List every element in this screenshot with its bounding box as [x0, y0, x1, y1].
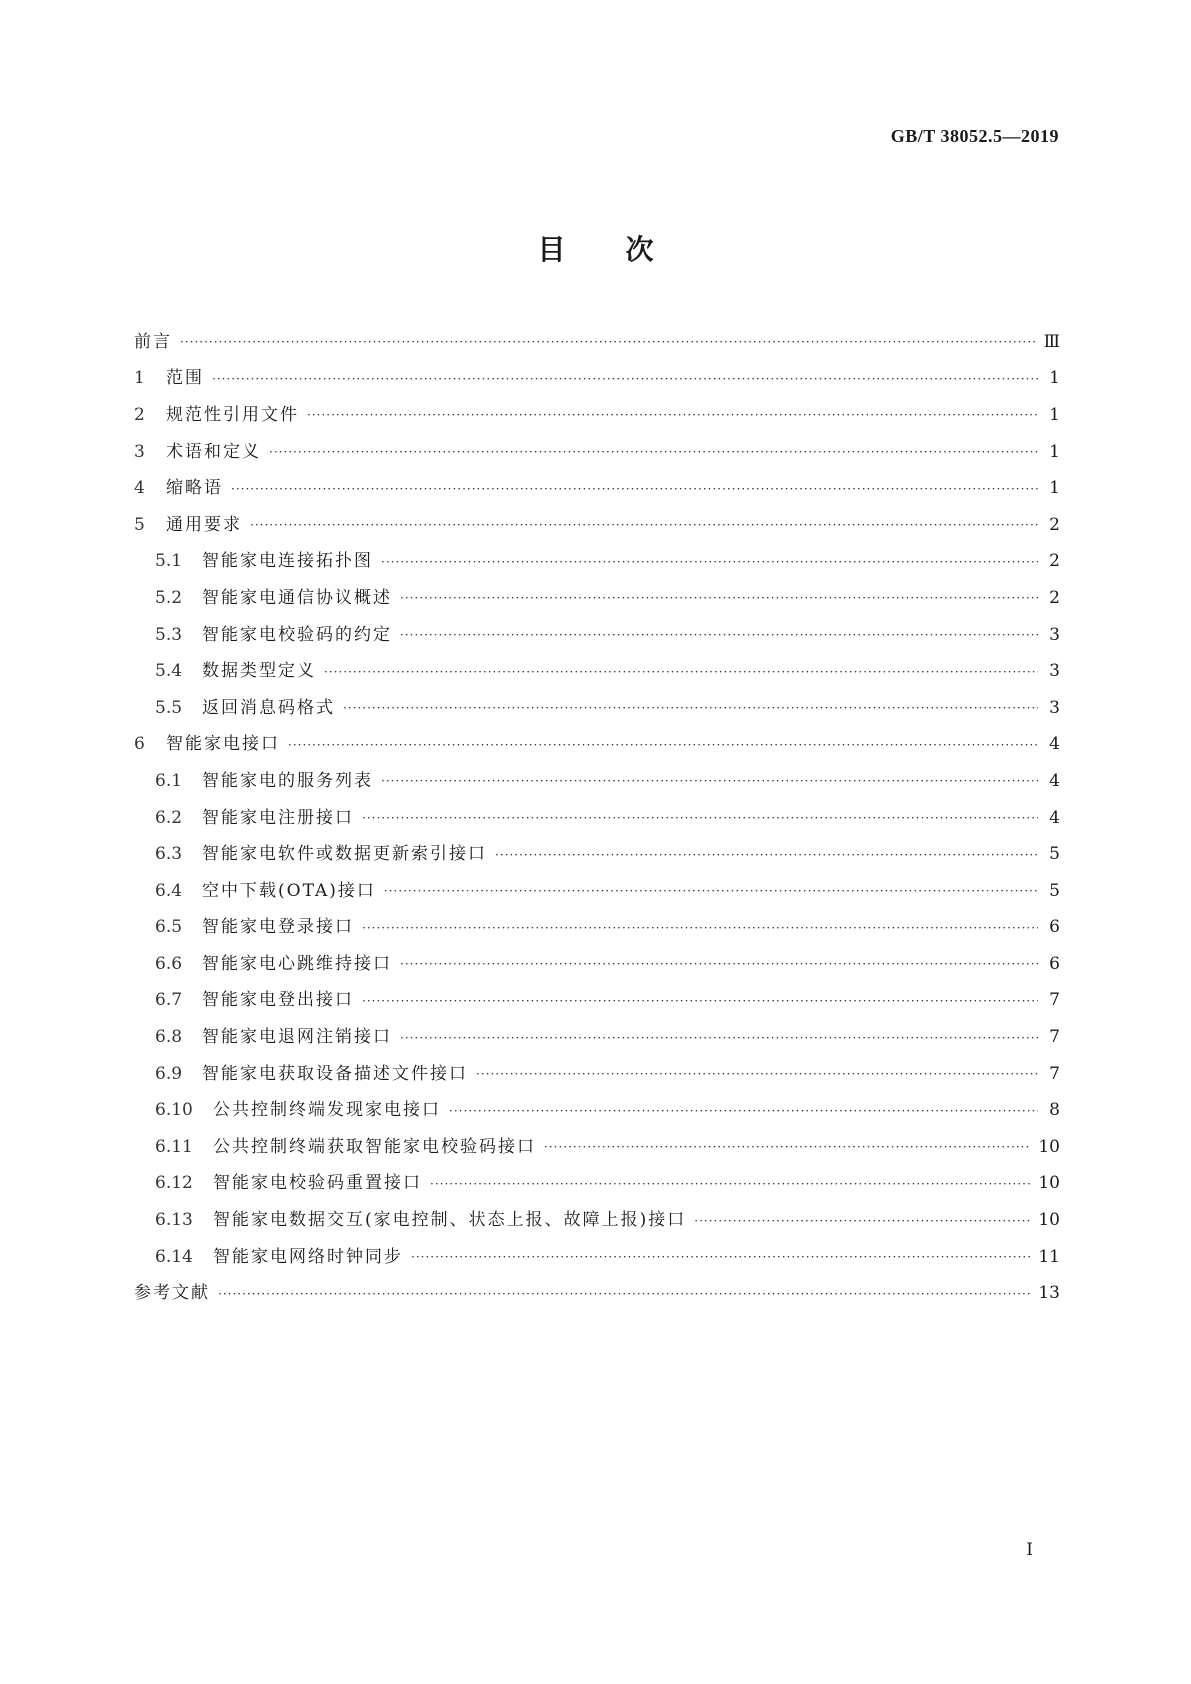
toc-title: 目次 — [537, 233, 714, 266]
toc-entry[interactable] — [134, 1019, 1060, 1056]
toc-entry-title: 智能家电接口 — [166, 734, 280, 755]
toc-entry[interactable] — [134, 507, 1060, 544]
toc-entry-title: 智能家电退网注销接口 — [202, 1027, 392, 1048]
toc-entry-number: 6.12 — [155, 1173, 193, 1194]
toc-entry-title: 前言 — [134, 331, 172, 352]
toc-entry-page: 7 — [1049, 1027, 1060, 1048]
toc-entry-number: 1 — [134, 368, 145, 389]
toc-entry-title: 智能家电数据交互(家电控制、状态上报、故障上报)接口 — [213, 1210, 687, 1231]
toc-entry[interactable] — [134, 1166, 1060, 1203]
toc-entry-number: 6.13 — [155, 1210, 193, 1231]
toc-entry-title: 规范性引用文件 — [166, 404, 299, 425]
toc-entry-number: 3 — [134, 441, 145, 462]
toc-entry-title: 智能家电连接拓扑图 — [202, 551, 373, 572]
toc-leader-dots — [449, 1105, 1038, 1117]
toc-entry-page: 2 — [1049, 551, 1060, 572]
toc-leader-dots — [544, 1141, 1030, 1153]
toc-entry-page: 6 — [1049, 953, 1060, 974]
toc-leader-dots — [362, 922, 1038, 934]
toc-entry[interactable] — [134, 727, 1060, 764]
toc-entry-title: 空中下载(OTA)接口 — [202, 880, 376, 901]
toc-leader-dots — [381, 556, 1038, 568]
toc-entry-number: 5.1 — [155, 551, 183, 572]
toc-entry[interactable] — [134, 361, 1060, 398]
standard-code: GB/T 38052.5—2019 — [890, 126, 1059, 146]
toc-leader-dots — [307, 409, 1038, 421]
toc-entry-title: 参考文献 — [134, 1283, 210, 1304]
toc-entry-page: 1 — [1049, 478, 1060, 499]
toc-entry[interactable] — [134, 1129, 1060, 1166]
toc-entry-number: 6.8 — [155, 1027, 183, 1048]
toc-entry[interactable] — [134, 324, 1060, 361]
toc-entry-title: 智能家电登录接口 — [202, 917, 354, 938]
toc-entry-page: Ⅲ — [1043, 331, 1060, 352]
page-number: I — [1026, 1540, 1033, 1560]
toc-entry[interactable] — [134, 1056, 1060, 1093]
toc-leader-dots — [400, 958, 1038, 970]
toc-entry-title: 返回消息码格式 — [202, 697, 335, 718]
toc-entry-number: 2 — [134, 404, 145, 425]
toc-entry-number: 6.7 — [155, 990, 183, 1011]
toc-entry-title: 术语和定义 — [166, 441, 261, 462]
toc-entry-number: 5 — [134, 514, 145, 535]
toc-entry-page: 6 — [1049, 917, 1060, 938]
toc-leader-dots — [218, 1288, 1030, 1300]
toc-entry[interactable] — [134, 617, 1060, 654]
toc-entry-page: 1 — [1049, 441, 1060, 462]
toc-entry-title: 智能家电登出接口 — [202, 990, 354, 1011]
toc-entry-number: 5.5 — [155, 697, 183, 718]
toc-leader-dots — [400, 592, 1038, 604]
toc-entry[interactable] — [134, 836, 1060, 873]
toc-entry-title: 智能家电心跳维持接口 — [202, 953, 392, 974]
toc-entry-page: 4 — [1049, 770, 1060, 791]
toc-entry-page: 7 — [1049, 1063, 1060, 1084]
toc-entry-number: 6.2 — [155, 807, 183, 828]
toc-entry-page: 11 — [1038, 1246, 1060, 1267]
toc-leader-dots — [381, 775, 1038, 787]
toc-entry-number: 6.1 — [155, 770, 183, 791]
toc-entry[interactable] — [134, 1275, 1060, 1312]
toc-entry[interactable] — [134, 800, 1060, 837]
toc-entry[interactable] — [134, 763, 1060, 800]
toc-entry-number: 6.3 — [155, 844, 183, 865]
toc-entry-page: 3 — [1049, 624, 1060, 645]
toc-entry-number: 5.2 — [155, 587, 183, 608]
toc-entry-page: 1 — [1049, 404, 1060, 425]
toc-entry[interactable] — [134, 544, 1060, 581]
toc-entry-number: 6.9 — [155, 1063, 183, 1084]
toc-entry[interactable] — [134, 580, 1060, 617]
toc-entry-page: 2 — [1049, 587, 1060, 608]
toc-entry-title: 数据类型定义 — [202, 661, 316, 682]
toc-entry[interactable] — [134, 1239, 1060, 1276]
toc-entry-page: 10 — [1038, 1136, 1060, 1157]
toc-entry[interactable] — [134, 690, 1060, 727]
toc-entry-page: 4 — [1049, 734, 1060, 755]
toc-entry[interactable] — [134, 653, 1060, 690]
toc-entry-title: 智能家电软件或数据更新索引接口 — [202, 844, 487, 865]
toc-entry-page: 3 — [1049, 661, 1060, 682]
toc-entry-page: 5 — [1049, 880, 1060, 901]
toc-entry-title: 公共控制终端获取智能家电校验码接口 — [213, 1136, 536, 1157]
table-of-contents — [134, 324, 1060, 1312]
toc-entry-number: 6 — [134, 734, 145, 755]
toc-entry-title: 通用要求 — [166, 514, 242, 535]
toc-entry-number: 6.14 — [155, 1246, 193, 1267]
toc-leader-dots — [476, 1068, 1038, 1080]
toc-entry-page: 10 — [1038, 1173, 1060, 1194]
toc-leader-dots — [400, 629, 1038, 641]
toc-entry-title: 智能家电校验码的约定 — [202, 624, 392, 645]
toc-entry-title: 智能家电获取设备描述文件接口 — [202, 1063, 468, 1084]
toc-leader-dots — [400, 1032, 1038, 1044]
toc-entry[interactable] — [134, 873, 1060, 910]
toc-entry-number: 6.5 — [155, 917, 183, 938]
toc-entry-page: 1 — [1049, 368, 1060, 389]
toc-entry-page: 2 — [1049, 514, 1060, 535]
toc-entry-page: 7 — [1049, 990, 1060, 1011]
toc-leader-dots — [231, 483, 1038, 495]
toc-entry-page: 8 — [1049, 1100, 1060, 1121]
toc-leader-dots — [250, 519, 1038, 531]
toc-entry[interactable] — [134, 946, 1060, 983]
toc-leader-dots — [495, 849, 1038, 861]
toc-entry[interactable] — [134, 470, 1060, 507]
toc-entry[interactable] — [134, 434, 1060, 471]
toc-entry-page: 5 — [1049, 844, 1060, 865]
toc-entry-number: 6.6 — [155, 953, 183, 974]
toc-entry[interactable] — [134, 1092, 1060, 1129]
toc-entry[interactable] — [134, 910, 1060, 947]
toc-entry-number: 5.3 — [155, 624, 183, 645]
toc-entry-title: 智能家电的服务列表 — [202, 770, 373, 791]
toc-entry-number: 5.4 — [155, 661, 183, 682]
toc-leader-dots — [411, 1251, 1030, 1263]
toc-entry-number: 6.10 — [155, 1100, 193, 1121]
toc-leader-dots — [694, 1215, 1030, 1227]
toc-entry-page: 3 — [1049, 697, 1060, 718]
toc-entry-title: 智能家电注册接口 — [202, 807, 354, 828]
toc-leader-dots — [343, 702, 1038, 714]
toc-leader-dots — [269, 446, 1038, 458]
toc-entry[interactable] — [134, 1202, 1060, 1239]
toc-entry[interactable] — [134, 397, 1060, 434]
toc-entry[interactable] — [134, 983, 1060, 1020]
toc-leader-dots — [430, 1178, 1030, 1190]
toc-entry-title: 范围 — [166, 368, 204, 389]
toc-entry-page: 10 — [1038, 1210, 1060, 1231]
toc-entry-title: 智能家电通信协议概述 — [202, 587, 392, 608]
toc-entry-title: 公共控制终端发现家电接口 — [213, 1100, 441, 1121]
toc-entry-page: 13 — [1038, 1283, 1060, 1304]
toc-leader-dots — [324, 666, 1038, 678]
toc-entry-number: 4 — [134, 478, 145, 499]
toc-entry-title: 智能家电校验码重置接口 — [213, 1173, 422, 1194]
toc-leader-dots — [362, 995, 1038, 1007]
toc-leader-dots — [362, 812, 1038, 824]
toc-leader-dots — [180, 336, 1036, 348]
toc-entry-number: 6.11 — [155, 1136, 193, 1157]
toc-entry-page: 4 — [1049, 807, 1060, 828]
toc-entry-title: 智能家电网络时钟同步 — [213, 1246, 403, 1267]
toc-entry-title: 缩略语 — [166, 478, 223, 499]
toc-leader-dots — [212, 373, 1038, 385]
toc-entry-number: 6.4 — [155, 880, 183, 901]
toc-leader-dots — [288, 739, 1038, 751]
toc-leader-dots — [384, 885, 1038, 897]
